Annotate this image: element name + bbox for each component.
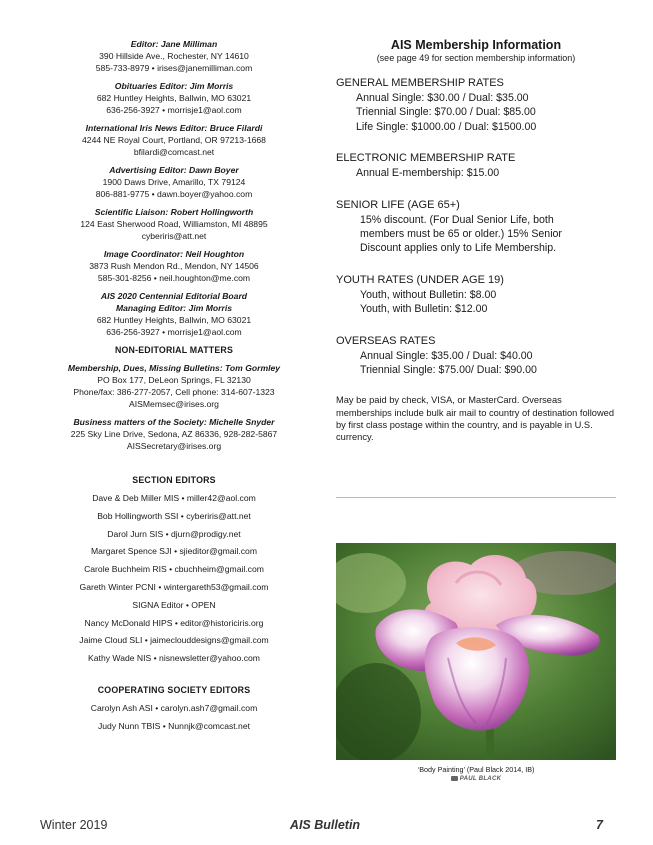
editor-address: 124 East Sherwood Road, Williamston, MI 48895 bbox=[80, 219, 268, 229]
editor-role: International Iris News Editor: Bruce Filardi bbox=[85, 123, 263, 133]
editor-entry bbox=[40, 80, 308, 116]
rate-line: Annual Single: $35.00 / Dual: $40.00 bbox=[360, 349, 533, 362]
editor-contact: bfilardi@comcast.net bbox=[133, 147, 215, 157]
rate-heading: OVERSEAS RATES bbox=[336, 334, 436, 347]
centennial-board: AIS 2020 Centennial Editorial Board bbox=[100, 291, 248, 301]
non-editorial-entry bbox=[40, 362, 308, 410]
centennial-address: 682 Huntley Heights, Ballwin, MO 63021 bbox=[96, 315, 252, 325]
editor-role: Obituaries Editor: Jim Morris bbox=[114, 81, 234, 91]
rate-group-youth bbox=[336, 273, 616, 317]
rate-heading: GENERAL MEMBERSHIP RATES bbox=[336, 77, 504, 89]
editor-contact: 806-881-9775 • dawn.boyer@yahoo.com bbox=[95, 189, 253, 199]
divider bbox=[336, 497, 616, 498]
page-number: 7 bbox=[596, 818, 603, 832]
rate-line: Annual Single: $30.00 / Dual: $35.00 bbox=[356, 92, 529, 104]
non-editorial-heading: NON-EDITORIAL MATTERS bbox=[114, 345, 234, 355]
section-editors-heading: SECTION EDITORS bbox=[132, 475, 216, 485]
rate-line: Triennial Single: $70.00 / Dual: $85.00 bbox=[356, 106, 536, 119]
cooperating-list bbox=[40, 702, 308, 732]
list-item: Bob Hollingworth SSI • cyberiris@att.net bbox=[97, 510, 251, 521]
non-editorial-entry bbox=[40, 416, 308, 452]
list-item: Kathy Wade NIS • nisnewsletter@yahoo.com bbox=[88, 653, 260, 664]
non-editorial-line: AISSecretary@irises.org bbox=[126, 441, 222, 451]
list-item: Carolyn Ash ASI • carolyn.ash7@gmail.com bbox=[90, 702, 258, 713]
editor-contact: 585-301-8256 • neil.houghton@me.com bbox=[97, 273, 251, 283]
masthead-column bbox=[40, 38, 308, 738]
editor-entry bbox=[40, 248, 308, 284]
rate-line: members must be 65 or older.) 15% Senior bbox=[360, 228, 562, 241]
membership-subtitle: (see page 49 for section membership information) bbox=[376, 53, 576, 63]
editor-entry bbox=[40, 206, 308, 242]
rate-line: 15% discount. (For Dual Senior Life, both bbox=[360, 213, 554, 226]
membership-title: AIS Membership Information bbox=[390, 38, 562, 52]
centennial-contact: 636-256-3927 • morrisje1@aol.com bbox=[106, 327, 242, 337]
photo-credit bbox=[336, 775, 616, 783]
footer-issue: Winter 2019 bbox=[40, 818, 108, 832]
list-item: Judy Nunn TBIS • Nunnjk@comcast.net bbox=[97, 720, 250, 731]
editor-address: 682 Huntley Heights, Ballwin, MO 63021 bbox=[96, 93, 252, 103]
editor-role: Editor: Jane Milliman bbox=[130, 39, 218, 49]
cooperating-heading: COOPERATING SOCIETY EDITORS bbox=[97, 684, 251, 695]
editor-role: Scientific Liaison: Robert Hollingworth bbox=[94, 207, 254, 217]
editor-role: Advertising Editor: Dawn Boyer bbox=[109, 165, 239, 175]
list-item: Margaret Spence SJI • sjieditor@gmail.com bbox=[90, 546, 257, 557]
photo-credit-text: PAUL BLACK bbox=[459, 776, 502, 782]
rate-group-general bbox=[336, 76, 616, 134]
list-item: Carole Buchheim RIS • cbuchheim@gmail.com bbox=[84, 564, 264, 575]
rate-line: Youth, without Bulletin: $8.00 bbox=[360, 288, 497, 301]
rate-group-electronic bbox=[336, 151, 616, 180]
footer-publication: AIS Bulletin bbox=[289, 818, 361, 832]
rate-heading: SENIOR LIFE (AGE 65+) bbox=[336, 198, 460, 211]
editor-entry bbox=[40, 164, 308, 200]
non-editorial-role: Membership, Dues, Missing Bulletins: Tom Gormley bbox=[67, 363, 281, 373]
editor-contact: cyberiris@att.net bbox=[141, 231, 207, 241]
centennial-entry bbox=[40, 290, 308, 338]
editor-role: Image Coordinator: Neil Houghton bbox=[103, 249, 245, 259]
editor-contact: 585-733-8979 • irises@janemilliman.com bbox=[95, 63, 253, 73]
editor-address: 1900 Daws Drive, Amarillo, TX 79124 bbox=[102, 177, 246, 187]
list-item: Gareth Winter PCNI • wintergareth53@gmail.com bbox=[79, 581, 269, 592]
rate-line: Discount applies only to Life Membership. bbox=[360, 242, 557, 255]
editor-contact: 636-256-3927 • morrisje1@aol.com bbox=[106, 105, 242, 115]
list-item: Jaime Cloud SLI • jaimeclouddesigns@gmail.com bbox=[79, 635, 269, 646]
rate-line: Life Single: $1000.00 / Dual: $1500.00 bbox=[356, 120, 537, 133]
rate-heading: ELECTRONIC MEMBERSHIP RATE bbox=[336, 152, 516, 165]
list-item: Dave & Deb Miller MIS • miller42@aol.com bbox=[92, 493, 256, 503]
rate-group-senior bbox=[336, 198, 616, 256]
editor-entry bbox=[40, 38, 308, 74]
rate-line: Annual E-membership: $15.00 bbox=[356, 167, 500, 180]
list-item: SIGNA Editor • OPEN bbox=[132, 599, 216, 610]
non-editorial-line: AISMemsec@irises.org bbox=[129, 399, 219, 409]
non-editorial-line: 225 Sky Line Drive, Sedona, AZ 86336, 928-282-5867 bbox=[70, 429, 278, 439]
non-editorial-line: PO Box 177, DeLeon Springs, FL 32130 bbox=[97, 375, 251, 385]
iris-photo bbox=[336, 543, 616, 760]
camera-icon bbox=[451, 776, 458, 781]
non-editorial-line: Phone/fax: 386-277-2057, Cell phone: 314-607-1323 bbox=[73, 387, 275, 397]
rate-line: Youth, with Bulletin: $12.00 bbox=[360, 303, 488, 316]
rate-heading: YOUTH RATES (UNDER AGE 19) bbox=[336, 273, 504, 286]
list-item: Nancy McDonald HIPS • editor@historiciris.org bbox=[84, 617, 264, 628]
rate-group-overseas bbox=[336, 334, 616, 378]
non-editorial-role: Business matters of the Society: Michelle Snyder bbox=[73, 417, 275, 427]
section-editors-list bbox=[40, 492, 308, 664]
payment-note: May be paid by check, VISA, or MasterCard. Overseas memberships include bulk air mail to country of destination followed by first class postage within the country, and is payable in U.S. currency. bbox=[336, 395, 615, 443]
centennial-managing-editor: Managing Editor: Jim Morris bbox=[115, 303, 233, 313]
editor-entry bbox=[40, 122, 308, 158]
editor-address: 4244 NE Royal Court, Portland, OR 97213-1668 bbox=[82, 135, 266, 145]
editor-address: 3873 Rush Mendon Rd., Mendon, NY 14506 bbox=[89, 261, 259, 271]
editor-address: 390 Hillside Ave., Rochester, NY 14610 bbox=[99, 51, 249, 61]
rate-line: Triennial Single: $75.00/ Dual: $90.00 bbox=[360, 364, 537, 377]
list-item: Darol Jurn SIS • djurn@prodigy.net bbox=[107, 528, 241, 539]
photo-caption: ‘Body Painting’ (Paul Black 2014, IB) bbox=[417, 765, 535, 774]
membership-column bbox=[336, 38, 616, 443]
